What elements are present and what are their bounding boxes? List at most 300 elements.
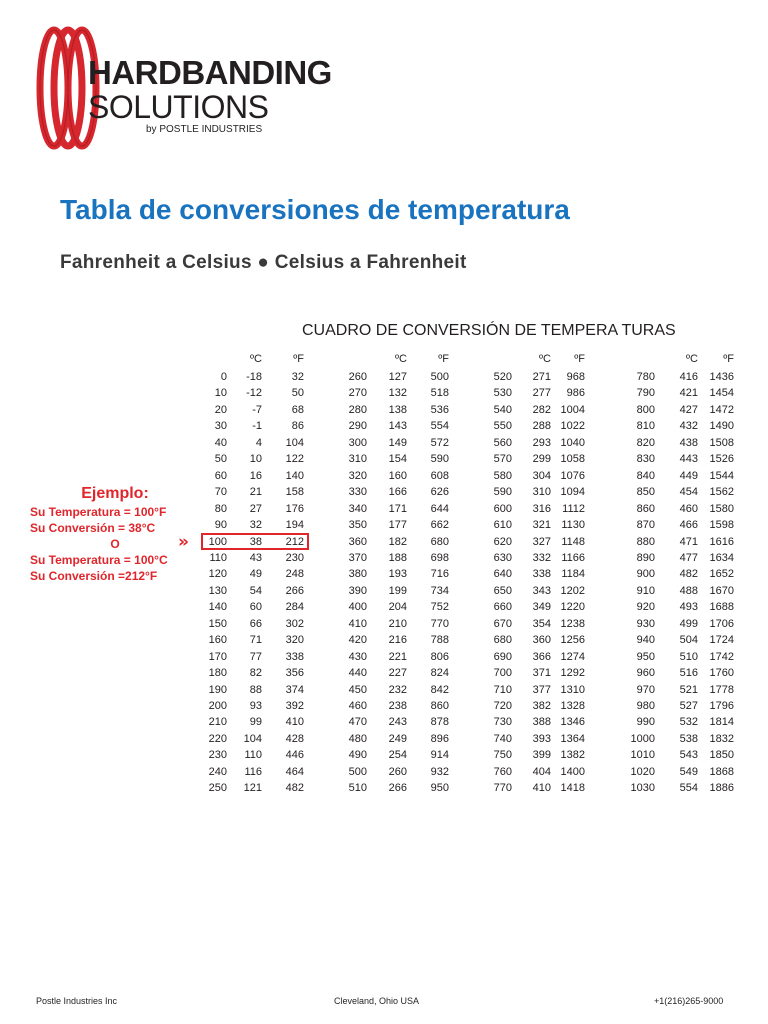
fahrenheit-cell: 644 xyxy=(430,502,449,515)
value-cell: 760 xyxy=(493,765,512,778)
celsius-cell: 127 xyxy=(388,371,407,383)
fahrenheit-cell: 1832 xyxy=(709,732,734,745)
value-cell: 460 xyxy=(348,700,367,712)
celsius-cell: 549 xyxy=(679,765,698,778)
fahrenheit-cell: 1868 xyxy=(709,765,734,778)
celsius-cell: 466 xyxy=(679,519,698,532)
value-cell: 300 xyxy=(348,436,367,449)
value-cell: 790 xyxy=(636,387,655,400)
value-cell: 70 xyxy=(214,486,227,499)
value-cell: 690 xyxy=(493,650,512,663)
value-cell: 510 xyxy=(348,782,367,795)
fahrenheit-cell: 806 xyxy=(430,650,449,663)
celsius-cell: 143 xyxy=(388,420,407,433)
celsius-cell: 104 xyxy=(243,732,262,745)
fahrenheit-cell: 284 xyxy=(285,601,304,614)
fahrenheit-cell: 1112 xyxy=(562,502,585,515)
fahrenheit-cell: 500 xyxy=(430,371,449,383)
celsius-cell: 416 xyxy=(679,371,698,383)
value-cell: 660 xyxy=(493,601,512,614)
fahrenheit-cell: 1328 xyxy=(560,700,585,712)
value-cell: 60 xyxy=(214,469,227,482)
celsius-cell: 299 xyxy=(532,453,551,466)
value-cell: 580 xyxy=(493,469,512,482)
celsius-cell: 410 xyxy=(532,782,551,795)
celsius-cell: 371 xyxy=(532,667,551,680)
value-cell: 140 xyxy=(208,601,227,614)
celsius-cell: -7 xyxy=(252,403,262,416)
value-cell: 990 xyxy=(636,716,655,729)
celsius-cell: 216 xyxy=(388,634,407,647)
celsius-cell: 477 xyxy=(679,551,698,564)
fahrenheit-cell: 194 xyxy=(285,519,304,532)
value-cell: 80 xyxy=(214,502,227,515)
fahrenheit-cell: 86 xyxy=(291,420,304,433)
fahrenheit-cell: 1580 xyxy=(709,502,734,515)
value-cell: 780 xyxy=(636,371,655,383)
fahrenheit-cell: 554 xyxy=(430,420,449,433)
value-cell: 410 xyxy=(348,617,367,630)
value-cell: 100 xyxy=(208,535,227,548)
header-celsius: ºC xyxy=(395,353,407,365)
value-cell: 590 xyxy=(493,486,512,499)
value-cell: 600 xyxy=(493,502,512,515)
fahrenheit-cell: 1472 xyxy=(709,403,734,416)
fahrenheit-cell: 932 xyxy=(430,765,449,778)
celsius-cell: 471 xyxy=(679,535,698,548)
fahrenheit-cell: 986 xyxy=(566,387,585,400)
fahrenheit-cell: 896 xyxy=(430,732,449,745)
fahrenheit-cell: 266 xyxy=(285,584,304,597)
celsius-cell: 60 xyxy=(249,601,262,614)
fahrenheit-cell: 464 xyxy=(285,765,304,778)
value-cell: 340 xyxy=(348,502,367,515)
celsius-cell: 221 xyxy=(388,650,407,663)
value-cell: 430 xyxy=(348,650,367,663)
celsius-cell: 193 xyxy=(388,568,407,581)
celsius-cell: 66 xyxy=(249,617,262,630)
value-cell: 180 xyxy=(208,667,227,680)
celsius-cell: 160 xyxy=(388,469,407,482)
celsius-cell: 166 xyxy=(388,486,407,499)
value-cell: 530 xyxy=(493,387,512,400)
value-cell: 740 xyxy=(493,732,512,745)
celsius-cell: 554 xyxy=(679,782,698,795)
celsius-cell: 93 xyxy=(249,700,262,712)
celsius-cell: 377 xyxy=(532,683,551,696)
celsius-cell: 27 xyxy=(249,502,262,515)
celsius-cell: 49 xyxy=(249,568,262,581)
celsius-cell: -18 xyxy=(246,371,262,383)
fahrenheit-cell: 824 xyxy=(430,667,449,680)
fahrenheit-cell: 1544 xyxy=(709,469,734,482)
celsius-cell: 82 xyxy=(249,667,262,680)
celsius-cell: 16 xyxy=(249,469,262,482)
value-cell: 480 xyxy=(348,732,367,745)
value-cell: 160 xyxy=(208,634,227,647)
value-cell: 230 xyxy=(208,749,227,762)
value-cell: 960 xyxy=(636,667,655,680)
celsius-cell: 154 xyxy=(388,453,407,466)
header-fahrenheit: ºF xyxy=(438,353,449,365)
fahrenheit-cell: 608 xyxy=(430,469,449,482)
celsius-cell: 388 xyxy=(532,716,551,729)
celsius-cell: 510 xyxy=(679,650,698,663)
logo-line2: SOLUTIONS xyxy=(88,89,269,125)
logo-line1: HARDBANDING xyxy=(88,54,332,91)
value-cell: 620 xyxy=(493,535,512,548)
fahrenheit-cell: 1526 xyxy=(709,453,734,466)
celsius-cell: 282 xyxy=(532,403,551,416)
value-cell: 910 xyxy=(636,584,655,597)
fahrenheit-cell: 50 xyxy=(291,387,304,400)
value-cell: 170 xyxy=(208,650,227,663)
example-or: O xyxy=(110,537,120,551)
fahrenheit-cell: 482 xyxy=(285,782,304,795)
celsius-cell: 493 xyxy=(679,601,698,614)
fahrenheit-cell: 626 xyxy=(430,486,449,499)
celsius-cell: 332 xyxy=(532,551,551,564)
celsius-cell: -12 xyxy=(246,387,262,400)
value-cell: 280 xyxy=(348,403,367,416)
value-cell: 400 xyxy=(348,601,367,614)
fahrenheit-cell: 1616 xyxy=(709,535,734,548)
value-cell: 50 xyxy=(214,453,227,466)
fahrenheit-cell: 536 xyxy=(430,403,449,416)
fahrenheit-cell: 1400 xyxy=(560,765,585,778)
celsius-cell: 427 xyxy=(679,403,698,416)
value-cell: 720 xyxy=(493,700,512,712)
value-cell: 320 xyxy=(348,469,367,482)
value-cell: 40 xyxy=(214,436,227,449)
celsius-cell: 277 xyxy=(532,387,551,400)
fahrenheit-cell: 878 xyxy=(430,716,449,729)
celsius-cell: 343 xyxy=(532,584,551,597)
celsius-cell: 38 xyxy=(249,535,262,548)
value-cell: 20 xyxy=(214,403,227,416)
value-cell: 130 xyxy=(208,584,227,597)
value-cell: 310 xyxy=(348,453,367,466)
fahrenheit-cell: 968 xyxy=(566,371,585,383)
footer-phone: +1(216)265-9000 xyxy=(654,996,724,1006)
fahrenheit-cell: 392 xyxy=(285,700,304,712)
value-cell: 150 xyxy=(208,617,227,630)
page-subtitle: Fahrenheit a Celsius ● Celsius a Fahrenheit xyxy=(60,252,467,273)
fahrenheit-cell: 680 xyxy=(430,535,449,548)
fahrenheit-cell: 356 xyxy=(285,667,304,680)
value-cell: 870 xyxy=(636,519,655,532)
value-cell: 290 xyxy=(348,420,367,433)
example-title: Ejemplo: xyxy=(81,485,149,502)
celsius-cell: 171 xyxy=(388,502,407,515)
celsius-cell: 327 xyxy=(532,535,551,548)
fahrenheit-cell: 140 xyxy=(285,469,304,482)
value-cell: 840 xyxy=(636,469,655,482)
celsius-cell: 88 xyxy=(249,683,262,696)
celsius-cell: 10 xyxy=(249,453,262,466)
fahrenheit-cell: 590 xyxy=(430,453,449,466)
celsius-cell: 360 xyxy=(532,634,551,647)
fahrenheit-cell: 734 xyxy=(430,584,449,597)
celsius-cell: 288 xyxy=(532,420,551,433)
value-cell: 370 xyxy=(348,551,367,564)
fahrenheit-cell: 320 xyxy=(285,634,304,647)
celsius-cell: 132 xyxy=(388,387,407,400)
fahrenheit-cell: 914 xyxy=(430,749,449,762)
value-cell: 500 xyxy=(348,765,367,778)
value-cell: 1020 xyxy=(630,765,655,778)
celsius-cell: 393 xyxy=(532,732,551,745)
celsius-cell: 382 xyxy=(532,700,551,712)
value-cell: 860 xyxy=(636,502,655,515)
celsius-cell: 21 xyxy=(249,486,262,499)
fahrenheit-cell: 842 xyxy=(430,683,449,696)
value-cell: 380 xyxy=(348,568,367,581)
fahrenheit-cell: 1382 xyxy=(560,749,585,762)
celsius-cell: 271 xyxy=(532,371,551,383)
celsius-cell: 399 xyxy=(532,749,551,762)
fahrenheit-cell: 1058 xyxy=(560,453,585,466)
celsius-cell: 538 xyxy=(679,732,698,745)
celsius-cell: 243 xyxy=(388,716,407,729)
celsius-cell: 482 xyxy=(679,568,698,581)
fahrenheit-cell: 1688 xyxy=(709,601,734,614)
fahrenheit-cell: 1652 xyxy=(709,568,734,581)
fahrenheit-cell: 1094 xyxy=(560,486,585,499)
celsius-cell: -1 xyxy=(252,420,262,433)
value-cell: 540 xyxy=(493,403,512,416)
value-cell: 240 xyxy=(208,765,227,778)
fahrenheit-cell: 1310 xyxy=(560,683,585,696)
fahrenheit-cell: 338 xyxy=(285,650,304,663)
celsius-cell: 182 xyxy=(388,535,407,548)
fahrenheit-cell: 950 xyxy=(430,782,449,795)
value-cell: 900 xyxy=(636,568,655,581)
fahrenheit-cell: 374 xyxy=(285,683,304,696)
fahrenheit-cell: 248 xyxy=(285,568,304,581)
celsius-cell: 249 xyxy=(388,732,407,745)
value-cell: 770 xyxy=(493,782,512,795)
value-cell: 560 xyxy=(493,436,512,449)
celsius-cell: 232 xyxy=(388,683,407,696)
fahrenheit-cell: 1202 xyxy=(560,584,585,597)
celsius-cell: 238 xyxy=(388,700,407,712)
value-cell: 260 xyxy=(348,371,367,383)
value-cell: 680 xyxy=(493,634,512,647)
celsius-cell: 260 xyxy=(388,765,407,778)
value-cell: 890 xyxy=(636,551,655,564)
value-cell: 270 xyxy=(348,387,367,400)
value-cell: 210 xyxy=(208,716,227,729)
fahrenheit-cell: 212 xyxy=(285,535,304,548)
value-cell: 830 xyxy=(636,453,655,466)
fahrenheit-cell: 1238 xyxy=(560,617,585,630)
value-cell: 820 xyxy=(636,436,655,449)
value-cell: 30 xyxy=(214,420,227,433)
celsius-cell: 149 xyxy=(388,436,407,449)
fahrenheit-cell: 176 xyxy=(285,502,304,515)
fahrenheit-cell: 1022 xyxy=(560,420,585,433)
value-cell: 730 xyxy=(493,716,512,729)
value-cell: 1030 xyxy=(630,782,655,795)
fahrenheit-cell: 302 xyxy=(285,617,304,630)
value-cell: 650 xyxy=(493,584,512,597)
fahrenheit-cell: 410 xyxy=(285,716,304,729)
fahrenheit-cell: 1346 xyxy=(560,716,585,729)
celsius-cell: 4 xyxy=(255,436,262,449)
fahrenheit-cell: 1670 xyxy=(709,584,734,597)
fahrenheit-cell: 158 xyxy=(285,486,304,499)
fahrenheit-cell: 1418 xyxy=(560,782,585,795)
celsius-cell: 338 xyxy=(532,568,551,581)
fahrenheit-cell: 1256 xyxy=(560,634,585,647)
celsius-cell: 354 xyxy=(532,617,551,630)
value-cell: 920 xyxy=(636,601,655,614)
fahrenheit-cell: 1004 xyxy=(560,403,585,416)
celsius-cell: 527 xyxy=(679,700,698,712)
celsius-cell: 521 xyxy=(679,683,698,696)
fahrenheit-cell: 1814 xyxy=(709,716,734,729)
example-line-3: Su Temperatura = 100°C xyxy=(30,553,168,567)
value-cell: 440 xyxy=(348,667,367,680)
fahrenheit-cell: 230 xyxy=(285,551,304,564)
fahrenheit-cell: 662 xyxy=(430,519,449,532)
celsius-cell: 304 xyxy=(532,469,551,482)
celsius-cell: 366 xyxy=(532,650,551,663)
celsius-cell: 293 xyxy=(532,436,551,449)
fahrenheit-cell: 446 xyxy=(285,749,304,762)
example-highlight-box xyxy=(201,533,309,550)
fahrenheit-cell: 698 xyxy=(430,551,449,564)
celsius-cell: 454 xyxy=(679,486,698,499)
example-line-2: Su Conversión = 38°C xyxy=(30,521,156,535)
fahrenheit-cell: 716 xyxy=(430,568,449,581)
fahrenheit-cell: 68 xyxy=(291,403,304,416)
header-fahrenheit: ºF xyxy=(574,353,585,365)
fahrenheit-cell: 1436 xyxy=(709,371,734,383)
value-cell: 220 xyxy=(208,732,227,745)
celsius-cell: 443 xyxy=(679,453,698,466)
celsius-cell: 421 xyxy=(679,387,698,400)
fahrenheit-cell: 752 xyxy=(430,601,449,614)
celsius-cell: 138 xyxy=(388,403,407,416)
celsius-cell: 432 xyxy=(679,420,698,433)
celsius-cell: 99 xyxy=(249,716,262,729)
value-cell: 330 xyxy=(348,486,367,499)
logo xyxy=(28,26,332,151)
fahrenheit-cell: 572 xyxy=(430,436,449,449)
value-cell: 630 xyxy=(493,551,512,564)
value-cell: 610 xyxy=(493,519,512,532)
celsius-cell: 516 xyxy=(679,667,698,680)
value-cell: 420 xyxy=(348,634,367,647)
value-cell: 250 xyxy=(208,782,227,795)
value-cell: 570 xyxy=(493,453,512,466)
fahrenheit-cell: 1364 xyxy=(560,732,585,745)
celsius-cell: 116 xyxy=(244,765,262,778)
fahrenheit-cell: 1220 xyxy=(560,601,585,614)
logo-line3: by POSTLE INDUSTRIES xyxy=(146,124,263,135)
fahrenheit-cell: 1508 xyxy=(709,436,734,449)
value-cell: 800 xyxy=(636,403,655,416)
celsius-cell: 71 xyxy=(249,634,262,647)
celsius-cell: 204 xyxy=(388,601,407,614)
fahrenheit-cell: 1148 xyxy=(561,535,585,548)
fahrenheit-cell: 1076 xyxy=(560,469,585,482)
fahrenheit-cell: 1634 xyxy=(709,551,734,564)
fahrenheit-cell: 1166 xyxy=(561,551,585,564)
celsius-cell: 532 xyxy=(679,716,698,729)
celsius-cell: 121 xyxy=(243,782,262,795)
fahrenheit-cell: 788 xyxy=(430,634,449,647)
fahrenheit-cell: 1706 xyxy=(709,617,734,630)
fahrenheit-cell: 1760 xyxy=(709,667,734,680)
value-cell: 750 xyxy=(493,749,512,762)
celsius-cell: 54 xyxy=(249,584,262,597)
header-celsius: ºC xyxy=(686,353,698,365)
header-fahrenheit: ºF xyxy=(293,353,304,365)
value-cell: 490 xyxy=(348,749,367,762)
value-cell: 350 xyxy=(348,519,367,532)
value-cell: 550 xyxy=(493,420,512,433)
value-cell: 0 xyxy=(220,371,227,383)
celsius-cell: 321 xyxy=(532,519,551,532)
celsius-cell: 199 xyxy=(388,584,407,597)
value-cell: 640 xyxy=(493,568,512,581)
fahrenheit-cell: 1454 xyxy=(709,387,734,400)
celsius-cell: 438 xyxy=(679,436,698,449)
celsius-cell: 504 xyxy=(679,634,698,647)
fahrenheit-cell: 1850 xyxy=(709,749,734,762)
fahrenheit-cell: 428 xyxy=(285,732,304,745)
celsius-cell: 77 xyxy=(249,650,262,663)
fahrenheit-cell: 1274 xyxy=(560,650,585,663)
celsius-cell: 188 xyxy=(388,551,407,564)
value-cell: 390 xyxy=(348,584,367,597)
fahrenheit-cell: 1742 xyxy=(709,650,734,663)
value-cell: 950 xyxy=(636,650,655,663)
value-cell: 980 xyxy=(636,700,655,712)
page-title: Tabla de conversiones de temperatura xyxy=(60,194,570,225)
value-cell: 930 xyxy=(636,617,655,630)
value-cell: 1010 xyxy=(630,749,655,762)
value-cell: 710 xyxy=(493,683,512,696)
double-chevron-right-icon: » xyxy=(178,532,189,552)
celsius-cell: 32 xyxy=(249,519,262,532)
fahrenheit-cell: 1040 xyxy=(560,436,585,449)
fahrenheit-cell: 518 xyxy=(430,387,449,400)
celsius-cell: 310 xyxy=(532,486,551,499)
celsius-cell: 254 xyxy=(388,749,407,762)
header-celsius: ºC xyxy=(250,353,262,365)
fahrenheit-cell: 1886 xyxy=(709,782,734,795)
celsius-cell: 110 xyxy=(244,749,262,762)
header-celsius: ºC xyxy=(539,353,551,365)
celsius-cell: 43 xyxy=(249,551,262,564)
table-title: CUADRO DE CONVERSIÓN DE TEMPERA TURAS xyxy=(302,322,676,339)
celsius-cell: 543 xyxy=(679,749,698,762)
value-cell: 450 xyxy=(348,683,367,696)
fahrenheit-cell: 104 xyxy=(285,436,304,449)
value-cell: 90 xyxy=(214,519,227,532)
value-cell: 970 xyxy=(636,683,655,696)
footer-company: Postle Industries Inc xyxy=(36,996,118,1006)
value-cell: 1000 xyxy=(630,732,655,745)
value-cell: 940 xyxy=(636,634,655,647)
celsius-cell: 177 xyxy=(388,519,407,532)
value-cell: 110 xyxy=(209,551,227,564)
fahrenheit-cell: 1130 xyxy=(561,519,585,532)
